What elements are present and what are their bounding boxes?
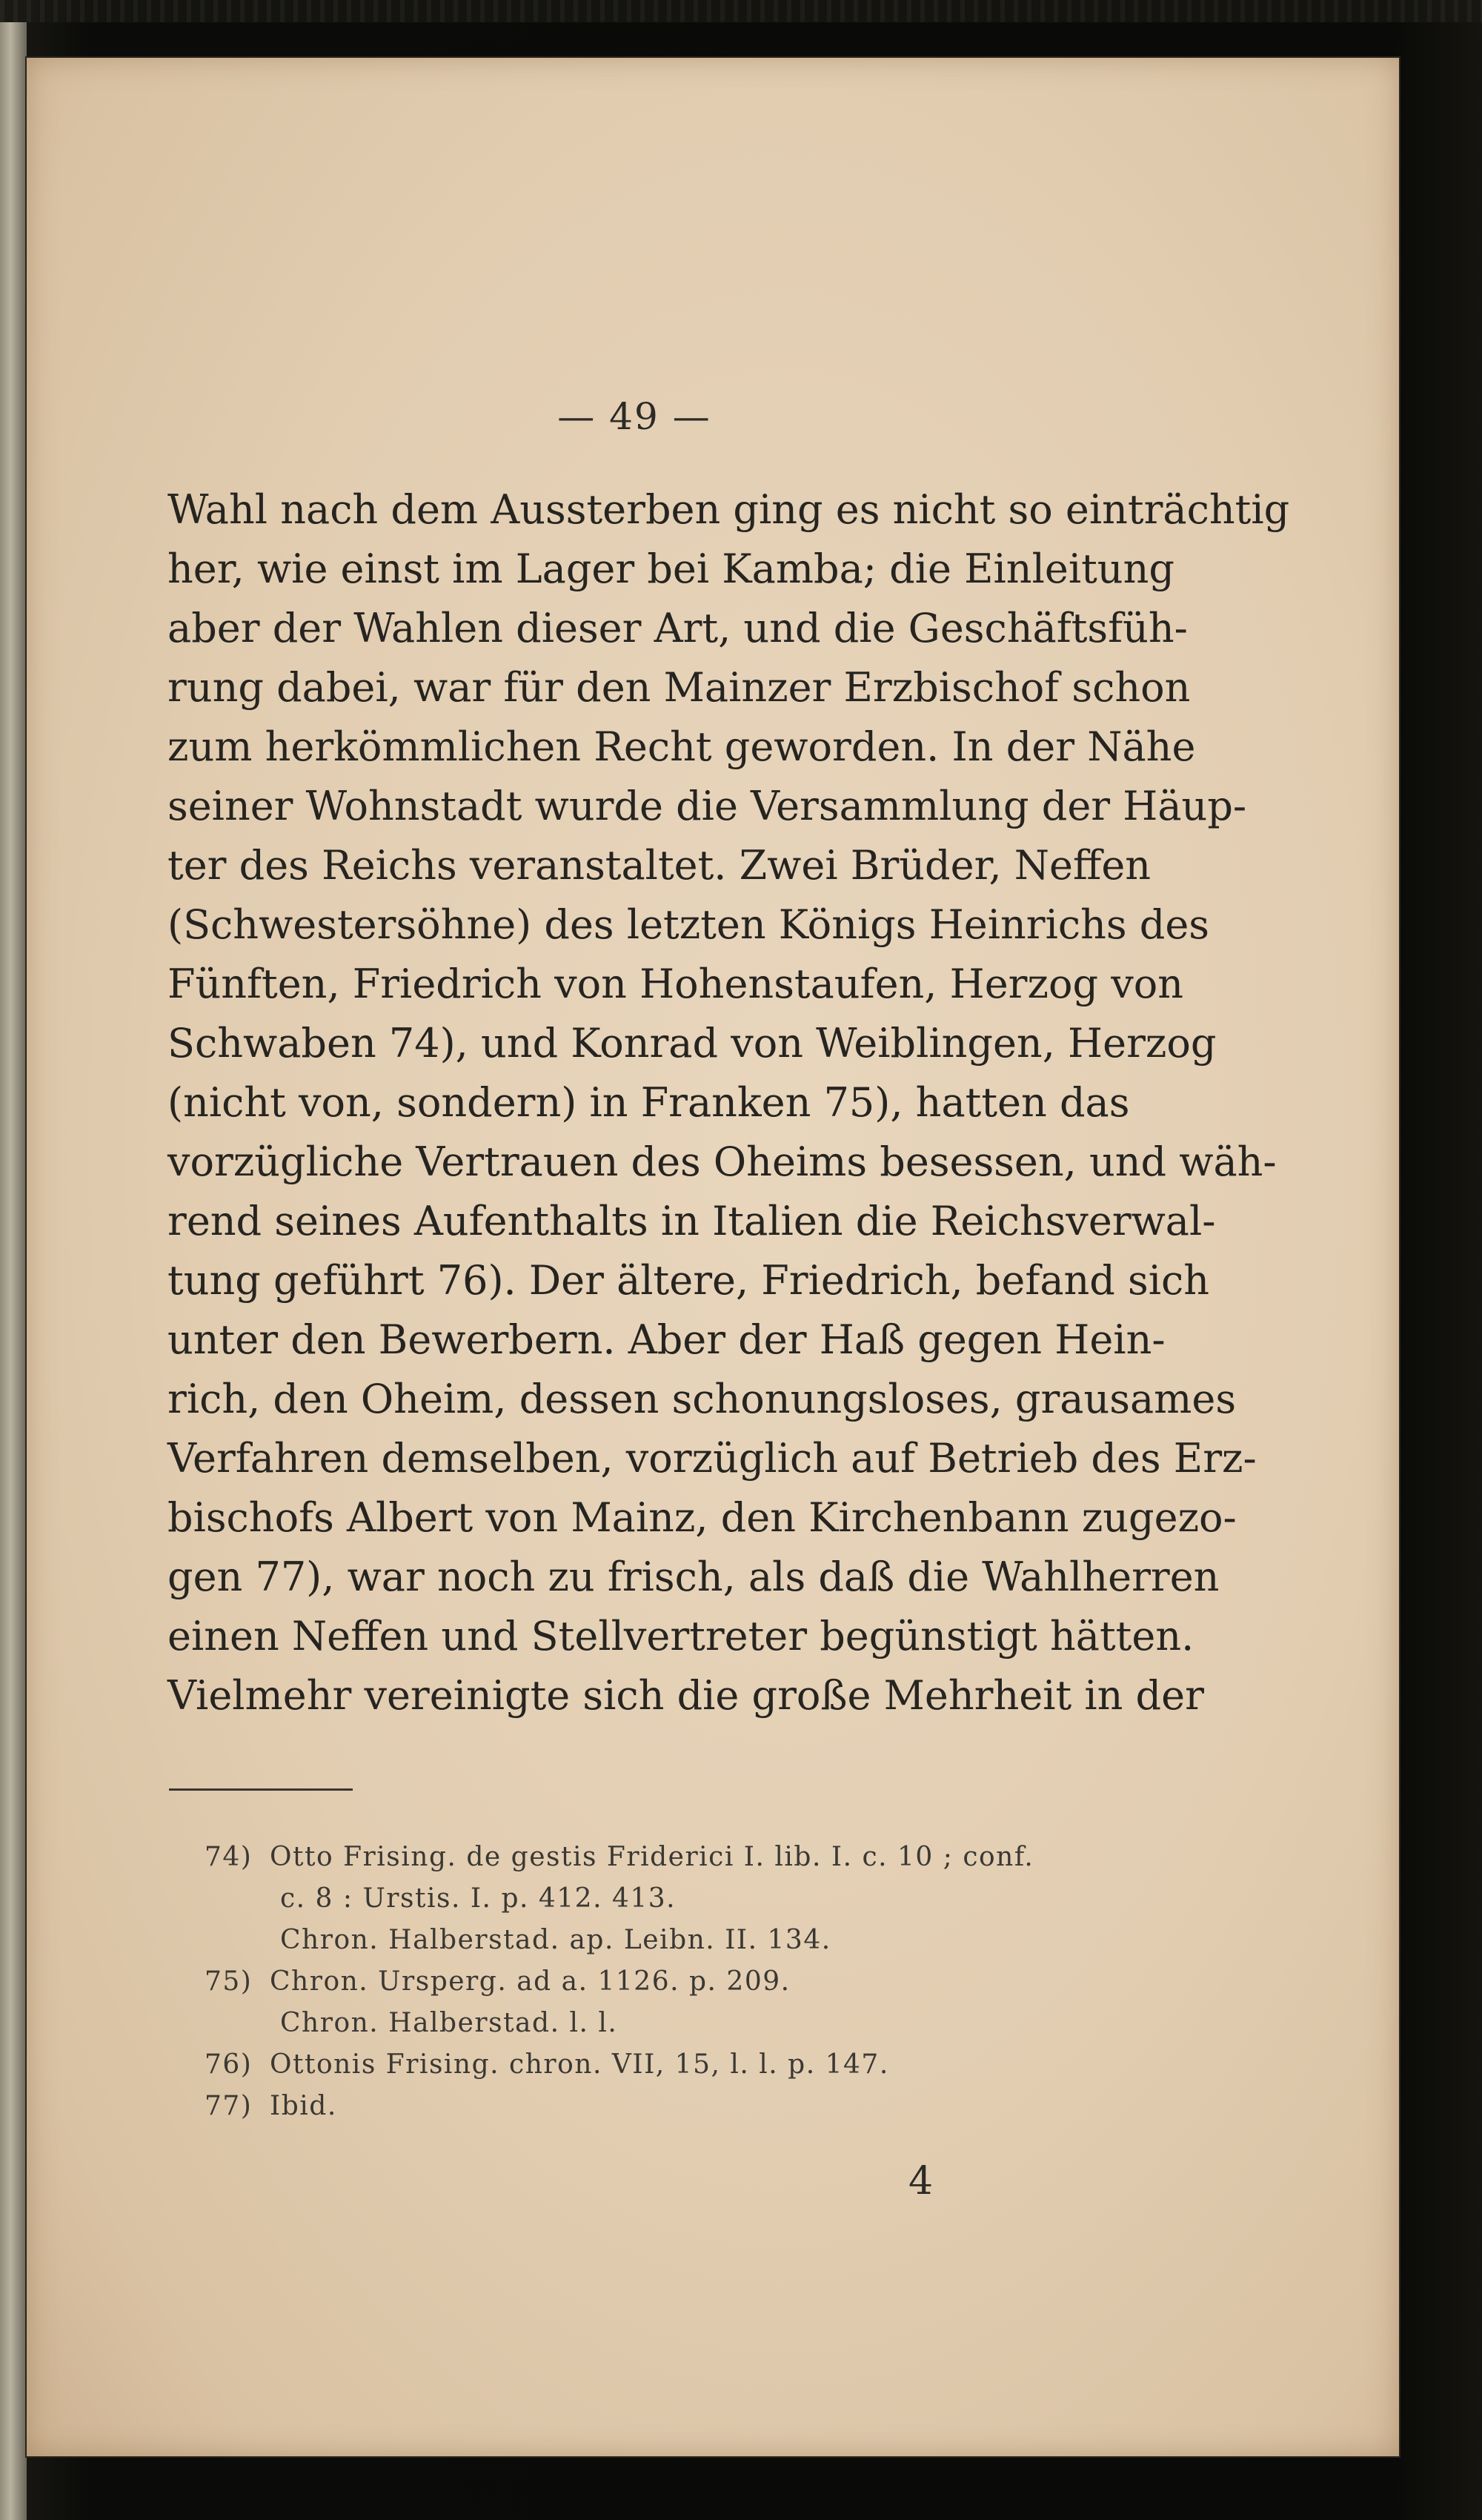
- footnote-line: [205, 2044, 1138, 2086]
- footnotes: [205, 1837, 1138, 2127]
- body-line: Verfahren demselben, vorzüglich auf Betrieb des Erz-: [167, 1435, 1257, 1482]
- footnote-number: 74): [205, 1842, 253, 1872]
- footnote-text: Otto Frising. de gestis Friderici I. lib. I. c. 10 ; conf.: [270, 1842, 1034, 1872]
- body-line: her, wie einst im Lager bei Kamba; die Einleitung: [167, 546, 1174, 592]
- footnote-line: [205, 2086, 1138, 2127]
- scan-top-border: [0, 0, 1482, 22]
- signature-mark: 4: [908, 2159, 934, 2204]
- footnote-number: 76): [205, 2049, 253, 2080]
- body-line: Vielmehr vereinigte sich die große Mehrheit in der: [167, 1672, 1204, 1719]
- body-line: tung geführt 76). Der ältere, Friedrich, befand sich: [167, 1257, 1210, 1304]
- footnote-line: [205, 1878, 1138, 1920]
- body-line: Schwaben 74), und Konrad von Weiblingen, Herzog: [167, 1020, 1217, 1067]
- footnote-line: [205, 2003, 1138, 2044]
- body-line: seiner Wohnstadt wurde die Versammlung der Häup-: [167, 783, 1247, 829]
- adjacent-page-edge: [0, 22, 27, 2520]
- body-line: gen 77), war noch zu frisch, als daß die Wahlherren: [167, 1554, 1220, 1600]
- body-line: Wahl nach dem Aussterben ging es nicht so einträchtig: [167, 486, 1290, 533]
- body-line: zum herkömmlichen Recht geworden. In der Nähe: [167, 723, 1196, 770]
- body-line: rend seines Aufenthalts in Italien die Reichsverwal-: [167, 1198, 1216, 1244]
- page-number: — 49 —: [557, 395, 711, 438]
- body-line: rung dabei, war für den Mainzer Erzbischof schon: [167, 664, 1191, 711]
- body-line: einen Neffen und Stellvertreter begünstigt hätten.: [167, 1613, 1194, 1659]
- body-line: bischofs Albert von Mainz, den Kirchenbann zugezo-: [167, 1494, 1237, 1541]
- body-line: ter des Reichs veranstaltet. Zwei Brüder, Neffen: [167, 842, 1152, 889]
- footnote-line: [205, 1961, 1138, 2003]
- footnote-text: Ottonis Frising. chron. VII, 15, l. l. p. 147.: [270, 2049, 889, 2080]
- footnote-number: 75): [205, 1966, 253, 1997]
- body-text: [167, 480, 1290, 1725]
- body-line: aber der Wahlen dieser Art, und die Geschäftsfüh-: [167, 605, 1188, 651]
- body-line: (Schwestersöhne) des letzten Königs Heinrichs des: [167, 901, 1210, 948]
- footnote-number: 77): [205, 2091, 253, 2121]
- body-line: Fünften, Friedrich von Hohenstaufen, Herzog von: [167, 961, 1183, 1007]
- body-line: (nicht von, sondern) in Franken 75), hatten das: [167, 1079, 1130, 1126]
- body-line: rich, den Oheim, dessen schonungsloses, grausames: [167, 1376, 1237, 1422]
- footnote-text: Ibid.: [270, 2091, 337, 2121]
- body-line: vorzügliche Vertrauen des Oheims besessen, und wäh-: [167, 1138, 1277, 1185]
- body-line: unter den Bewerbern. Aber der Haß gegen Hein-: [167, 1316, 1166, 1363]
- footnote-text: Chron. Halberstad. l. l.: [280, 2008, 618, 2038]
- book-page: [27, 58, 1399, 2456]
- footnote-divider: [169, 1788, 353, 1791]
- footnote-text: Chron. Ursperg. ad a. 1126. p. 209.: [270, 1966, 791, 1997]
- footnote-text: c. 8 : Urstis. I. p. 412. 413.: [280, 1883, 677, 1914]
- footnote-line: [205, 1920, 1138, 1961]
- footnote-text: Chron. Halberstad. ap. Leibn. II. 134.: [280, 1925, 831, 1955]
- footnote-line: [205, 1837, 1138, 1878]
